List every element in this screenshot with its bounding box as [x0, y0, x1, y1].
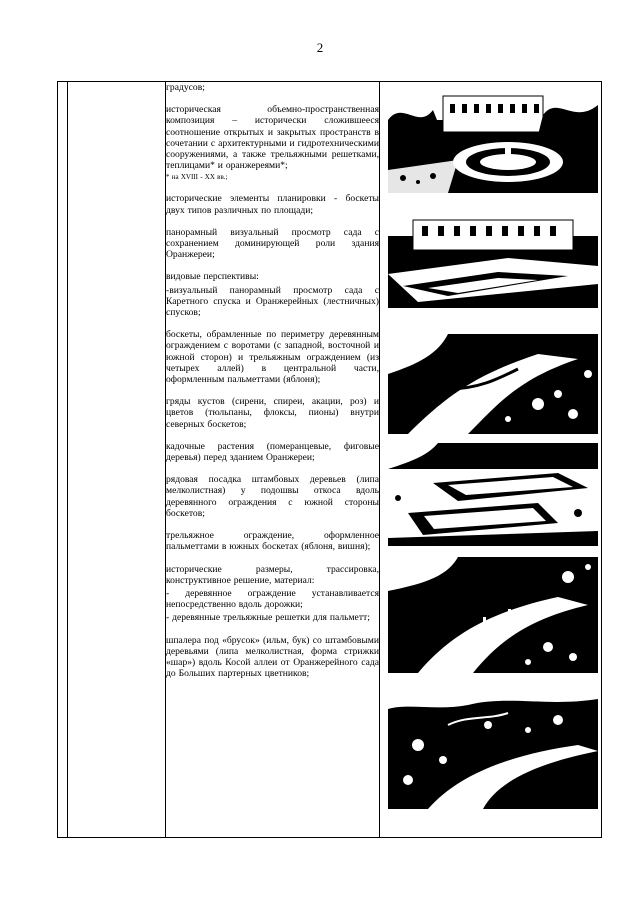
photo-garden-path-trees — [388, 334, 598, 434]
paragraph-row-planting: рядовая посадка штамбовых деревьев (липа мелколистная) у подошвы откоса вдоль деревянного ограждения с южной стороны боскетов; — [166, 474, 379, 519]
column-description-cell — [166, 82, 380, 838]
paragraph-degrees: градусов; — [166, 82, 205, 93]
flower-beds-photo-image — [388, 443, 598, 546]
page-number: 2 — [316, 40, 324, 55]
paragraph-perspectives-heading: видовые перспективы: — [166, 271, 259, 283]
photo-flower-beds — [388, 443, 598, 546]
orangery-photo-image — [388, 90, 598, 193]
paragraph-trellis-grates: - деревянные трельяжные решетки для пальметт; — [166, 612, 370, 624]
paragraph-planning: исторические элементы планировки - боскеты двух типов различных по площади; — [166, 193, 379, 216]
garden-path-photo-image — [388, 334, 598, 434]
photo-orangery-building-fountain — [388, 90, 598, 193]
parterre-photo-image — [388, 214, 598, 308]
paragraph-perspectives-detail: -визуальный панорамный просмотр сада с Каретного спуска и Оранжерейных (лестничных) спусков; — [166, 284, 379, 319]
paragraph-espalier: шпалера под «брусок» (ильм, бук) со штамбовыми деревьями (липа мелколистная, форма стрижки «шар») вдоль Косой аллеи от Оранжерейного сада до Больших партерных цветников; — [166, 634, 379, 680]
paragraph-panorama: панорамный визуальный просмотр сада с сохранением доминирующей роли здания Оранжереи; — [166, 226, 379, 261]
photo-orangery-parterre — [388, 214, 598, 308]
paragraph-historic-dimensions: исторические размеры, трассировка, конструктивное решение, материал: — [166, 563, 379, 586]
alley-slope-photo-image — [388, 557, 598, 673]
column-number-cell — [58, 82, 68, 838]
paragraph-wooden-fence: - деревянное ограждение устанавливается непосредственно вдоль дорожки; — [166, 587, 379, 611]
column-photos-cell — [380, 82, 602, 838]
column-name-cell — [68, 82, 166, 838]
hedge-trees-photo-image — [388, 685, 598, 809]
paragraph-composition: историческая объемно-пространственная композиция – исторически сложившееся соотношение открытых и закрытых пространств в сочетании с архитектурными и гидротехническими сооружениями, а также трельяжными решетками, теплицами* и оранжереями*; — [166, 104, 379, 172]
photo-alley-slope — [388, 557, 598, 673]
footnote-period: * на XVIII - XX вв.; — [166, 173, 228, 182]
paragraph-tub-plants: кадочные растения (померанцевые, фиговые деревья) перед зданием Оранжереи; — [166, 440, 379, 464]
paragraph-bosquets: боскеты, обрамленные по периметру деревянным ограждением с воротами (с западной, восточной и южной сторон) и трельяжным ограждением (из четырех аллей) в центральной части, оформленным пальметтами (яблоня); — [166, 329, 379, 386]
paragraph-shrub-beds: гряды кустов (сирени, спиреи, акации, роз) и цветов (тюльпаны, флоксы, пионы) внутри северных боскетов; — [166, 396, 379, 430]
photo-column — [380, 82, 601, 837]
photo-hedge-trees — [388, 685, 598, 809]
table-row — [58, 82, 602, 838]
paragraph-trellis-fence: трельяжное ограждение, оформленное пальметтами в южных боскетах (яблоня, вишня); — [166, 530, 379, 553]
document-table — [57, 81, 602, 838]
